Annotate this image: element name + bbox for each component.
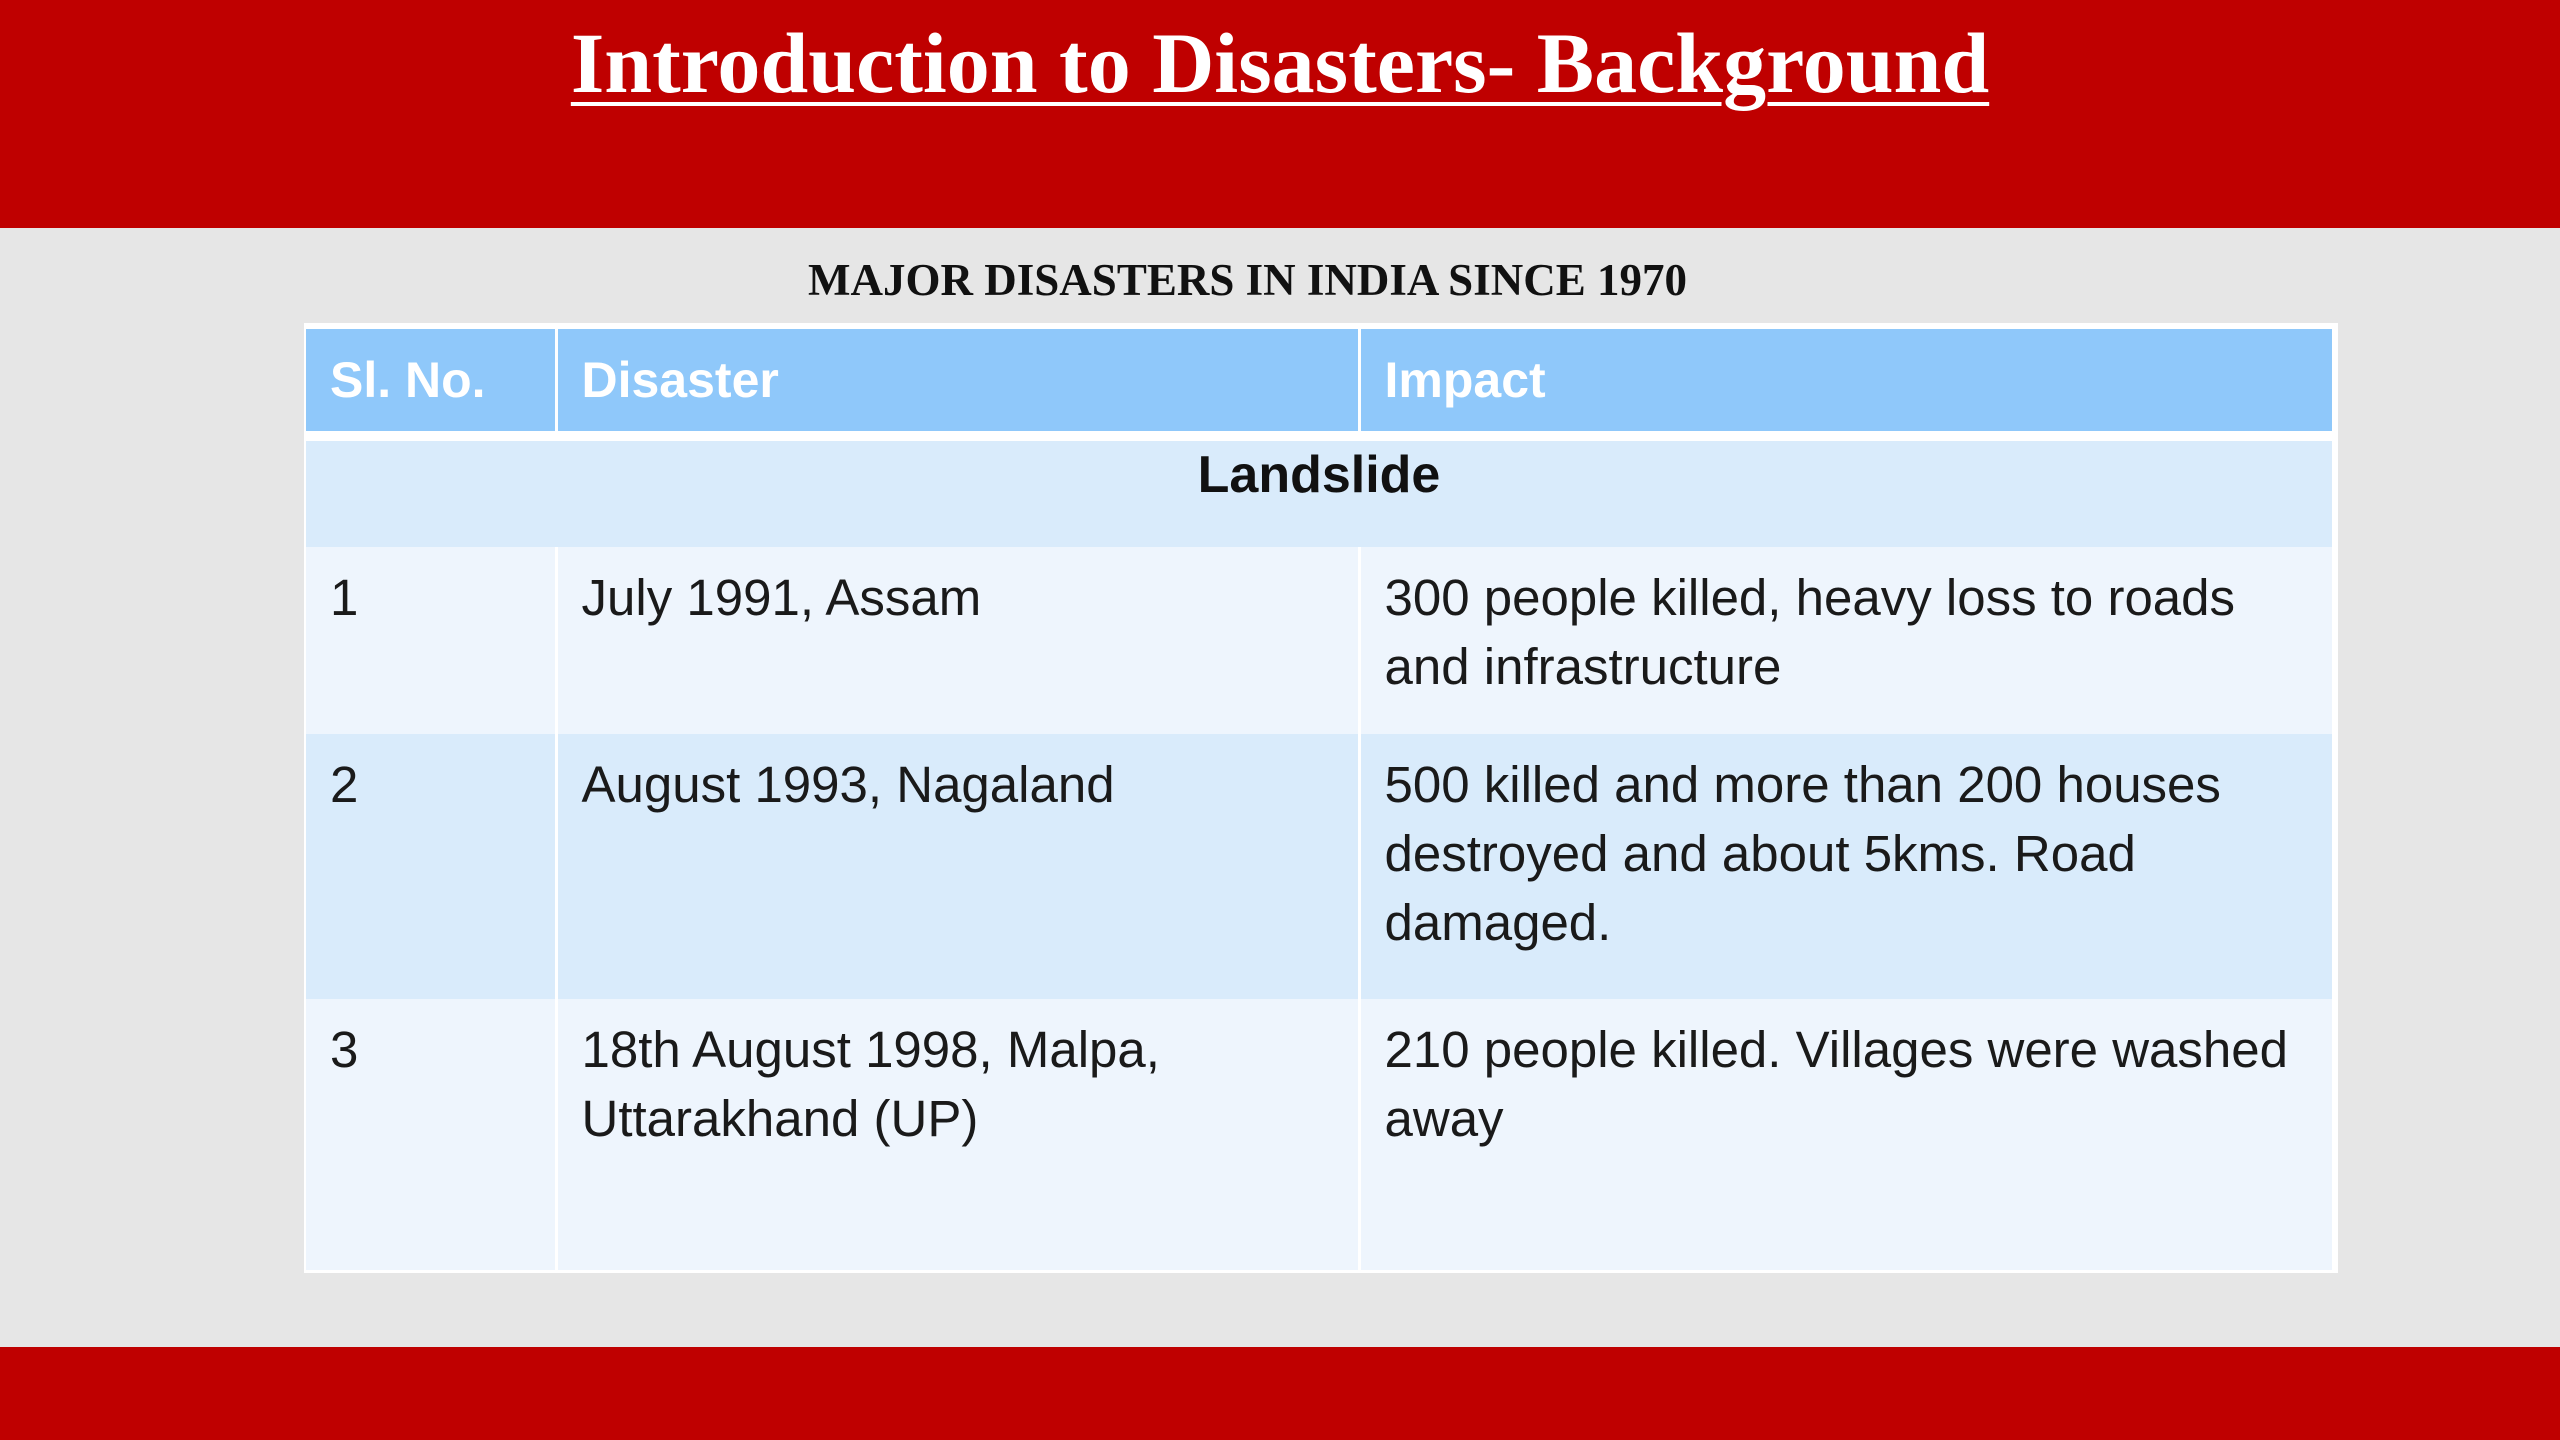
table-header-row	[306, 329, 2332, 436]
table-caption: MAJOR DISASTERS IN INDIA SINCE 1970	[808, 255, 1687, 305]
cell-disaster: August 1993, Nagaland	[556, 734, 1359, 999]
table-row	[306, 734, 2332, 999]
header-sl-no: Sl. No.	[306, 329, 556, 436]
footer-band	[0, 1347, 2560, 1440]
cell-sl-no: 1	[306, 547, 556, 734]
cell-impact: 500 killed and more than 200 houses destroyed and about 5kms. Road damaged.	[1359, 734, 2332, 999]
section-row	[306, 436, 2332, 547]
cell-sl-no: 2	[306, 734, 556, 999]
cell-sl-no: 3	[306, 999, 556, 1270]
table-row	[306, 999, 2332, 1270]
cell-impact: 300 people killed, heavy loss to roads and infrastructure	[1359, 547, 2332, 734]
header-impact: Impact	[1359, 329, 2332, 436]
header-disaster: Disaster	[556, 329, 1359, 436]
table-frame	[304, 323, 2338, 1273]
section-label-landslide: Landslide	[306, 436, 2332, 547]
cell-disaster: 18th August 1998, Malpa, Uttarakhand (UP)	[556, 999, 1359, 1270]
cell-impact: 210 people killed. Villages were washed away	[1359, 999, 2332, 1270]
slide-title: Introduction to Disasters- Background	[570, 15, 1990, 111]
disasters-table	[306, 329, 2332, 1270]
cell-disaster: July 1991, Assam	[556, 547, 1359, 734]
table-row	[306, 547, 2332, 734]
